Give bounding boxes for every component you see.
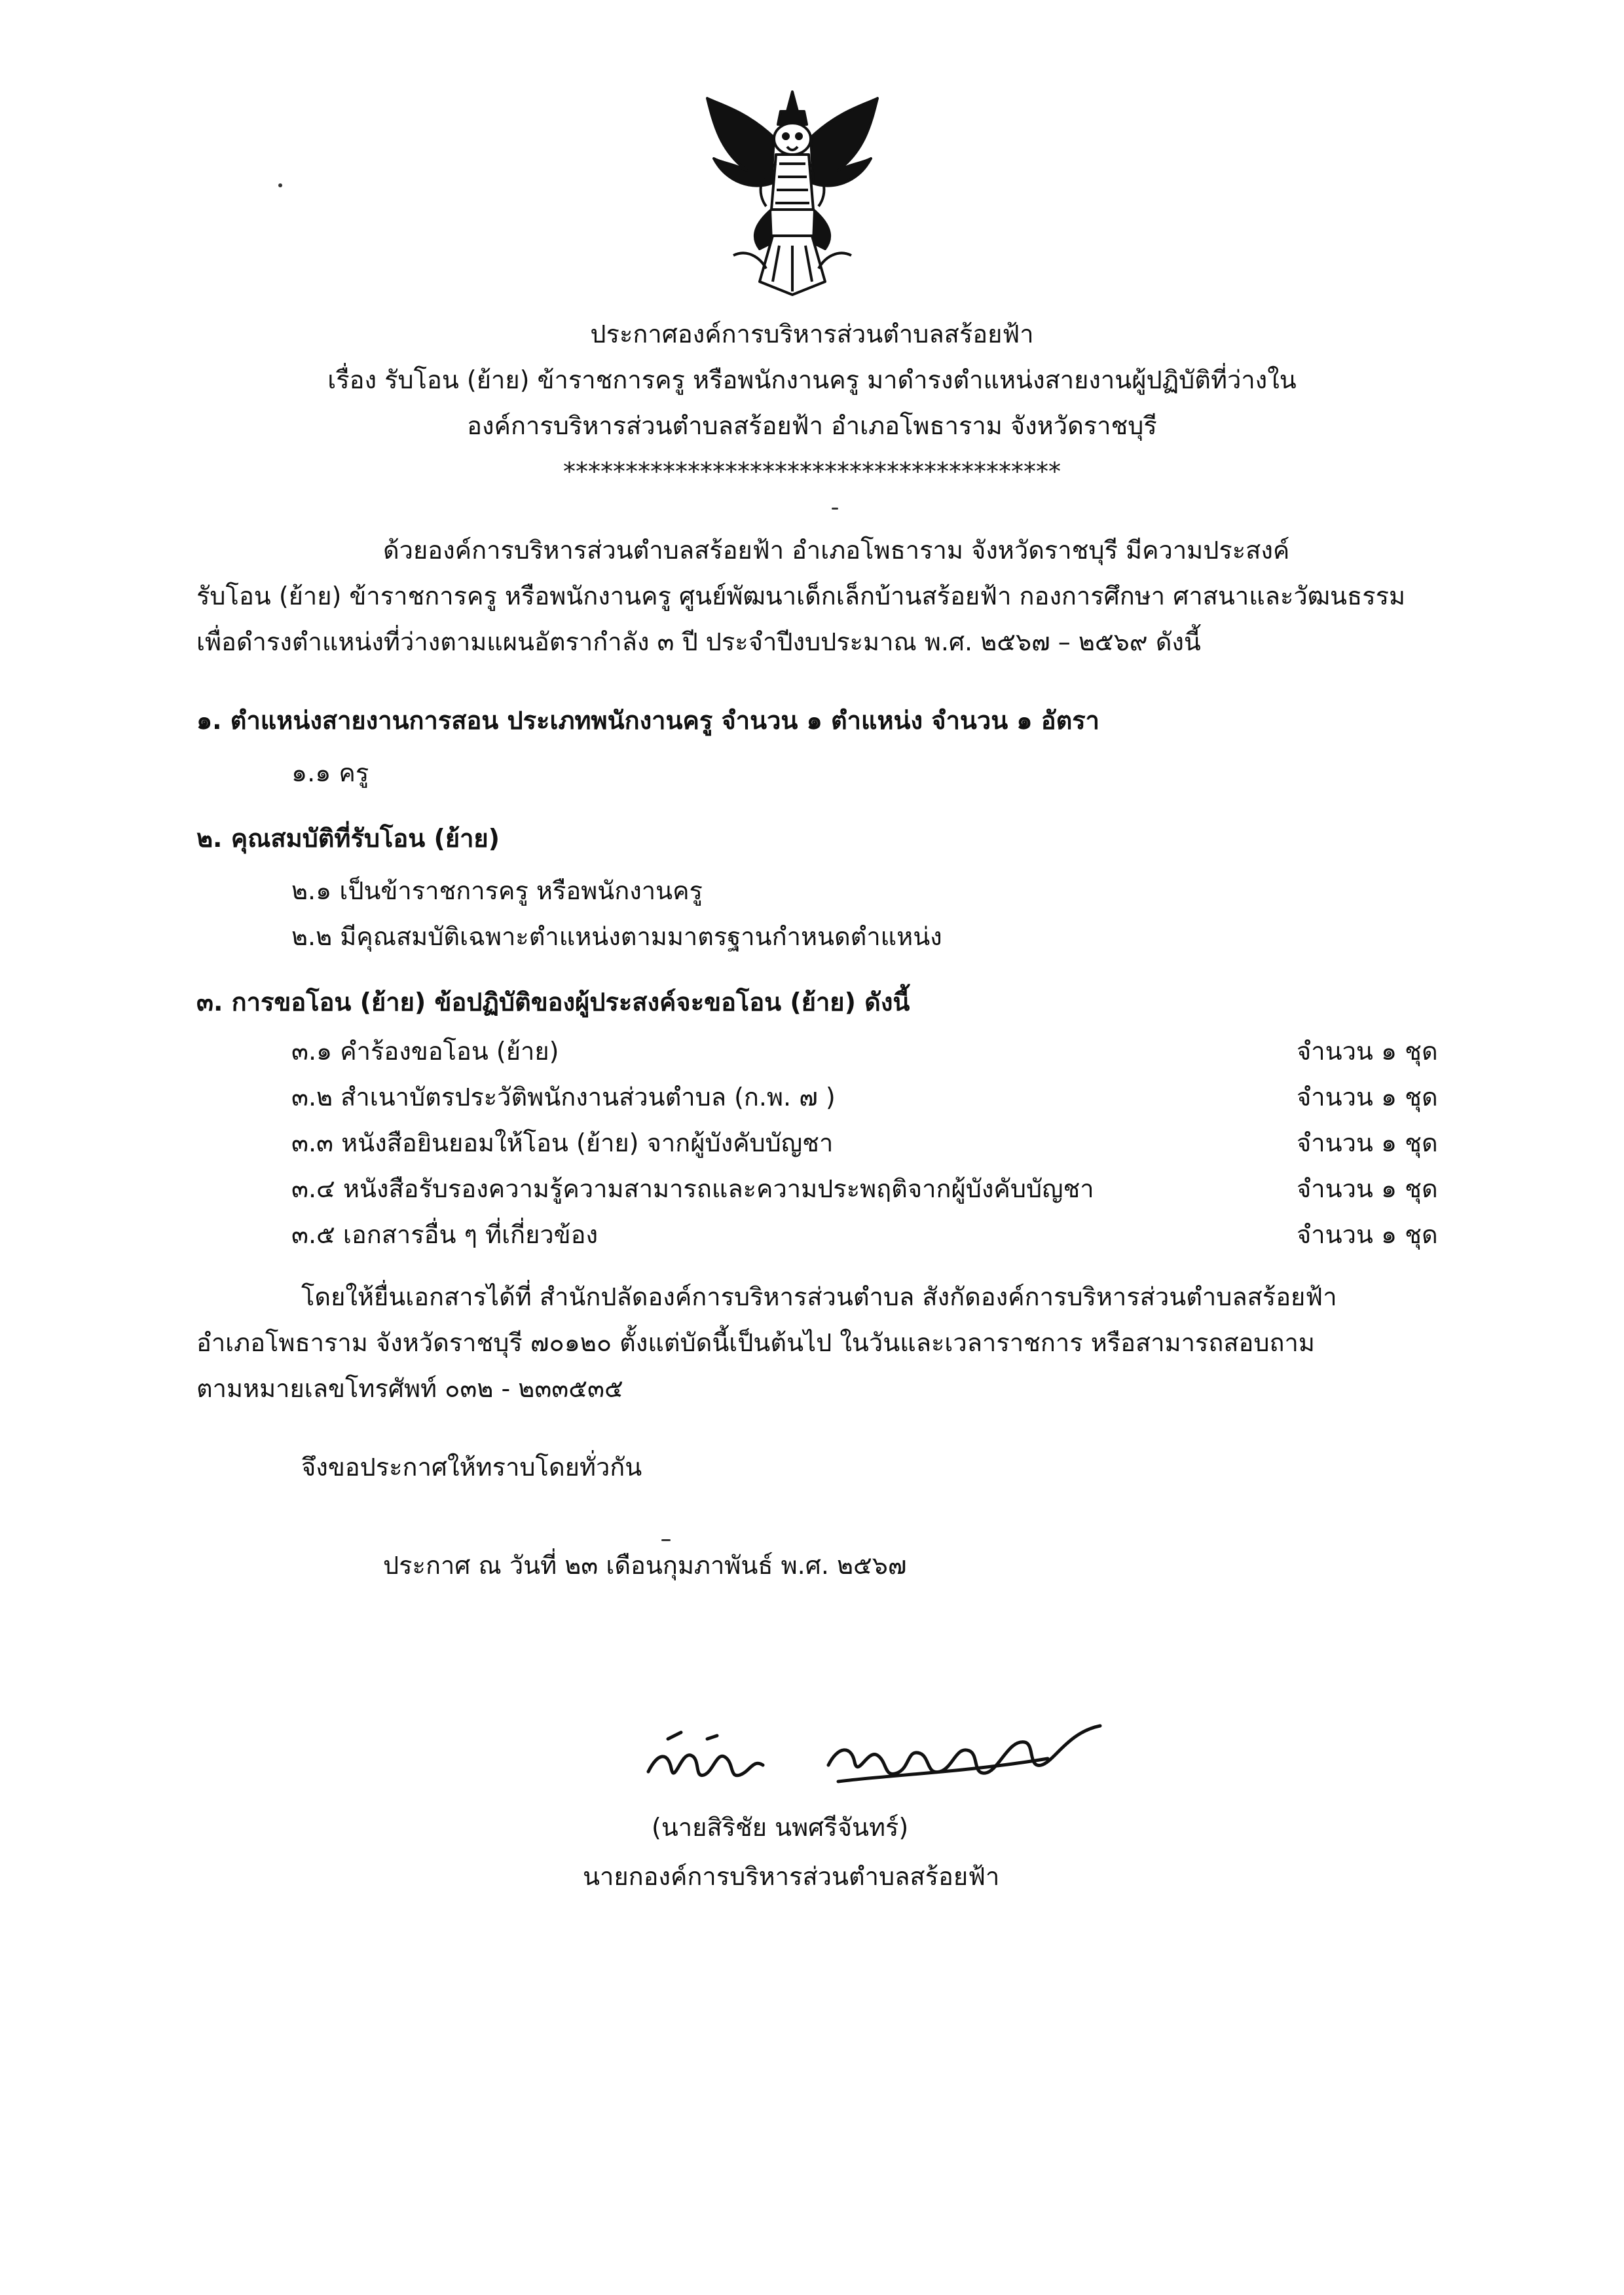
section-3-item: ๓.๕ เอกสารอื่น ๆ ที่เกี่ยวข้อง — [291, 1220, 599, 1249]
signatory-name: (นายสิริชัย นพศรีจันทร์) — [652, 1813, 909, 1842]
announcement-title: ประกาศองค์การบริหารส่วนตำบลสร้อยฟ้า — [590, 320, 1034, 348]
scan-speck — [832, 508, 838, 510]
intro-line-2: รับโอน (ย้าย) ข้าราชการครู หรือพนักงานครู ศูนย์พัฒนาเด็กเล็กบ้านสร้อยฟ้า กองการศึกษา ศาสนาและวัฒนธรรม — [196, 582, 1406, 610]
scan-speck — [278, 183, 282, 187]
separator-stars: **************************************** — [563, 457, 1061, 486]
scan-speck — [661, 1539, 671, 1541]
section-3-item: ๓.๑ คำร้องขอโอน (ย้าย) — [291, 1037, 559, 1066]
intro-line-1: ด้วยองค์การบริหารส่วนตำบลสร้อยฟ้า อำเภอโพธาราม จังหวัดราชบุรี มีความประสงค์ — [383, 536, 1290, 565]
section-3-item-qty: จำนวน ๑ ชุด — [1297, 1129, 1438, 1157]
submission-line-1: โดยให้ยื่นเอกสารได้ที่ สำนักปลัดองค์การบริหารส่วนตำบล สังกัดองค์การบริหารส่วนตำบลสร้อยฟ้า — [301, 1282, 1337, 1311]
section-3-item: ๓.๔ หนังสือรับรองความรู้ความสามารถและความประพฤติจากผู้บังคับบัญชา — [291, 1174, 1094, 1203]
section-1-heading: ๑. ตำแหน่งสายงานการสอน ประเภทพนักงานครู จำนวน ๑ ตำแหน่ง จำนวน ๑ อัตรา — [196, 706, 1100, 735]
subject-line-2: องค์การบริหารส่วนตำบลสร้อยฟ้า อำเภอโพธาราม จังหวัดราชบุรี — [467, 411, 1157, 440]
section-2-item: ๒.๑ เป็นข้าราชการครู หรือพนักงานครู — [291, 876, 703, 905]
closing-statement: จึงขอประกาศให้ทราบโดยทั่วกัน — [301, 1453, 642, 1482]
section-2-heading: ๒. คุณสมบัติที่รับโอน (ย้าย) — [196, 824, 500, 853]
section-2-item: ๒.๒ มีคุณสมบัติเฉพาะตำแหน่งตามมาตรฐานกำหนดตำแหน่ง — [291, 922, 942, 951]
section-3-item-qty: จำนวน ๑ ชุด — [1297, 1083, 1438, 1111]
section-3-heading: ๓. การขอโอน (ย้าย) ข้อปฏิบัติของผู้ประสงค์จะขอโอน (ย้าย) ดังนี้ — [196, 988, 910, 1017]
intro-line-3: เพื่อดำรงตำแหน่งที่ว่างตามแผนอัตรากำลัง ๓ ปี ประจำปีงบประมาณ พ.ศ. ๒๕๖๗ – ๒๕๖๙ ดังนี้ — [196, 627, 1201, 656]
garuda-emblem-icon — [694, 85, 891, 301]
section-3-item-qty: จำนวน ๑ ชุด — [1297, 1220, 1438, 1249]
submission-line-2: อำเภอโพธาราม จังหวัดราชบุรี ๗๐๑๒๐ ตั้งแต่บัดนี้เป็นต้นไป ในวันและเวลาราชการ หรือสามารถสอบถาม — [196, 1328, 1315, 1357]
subject-line-1: เรื่อง รับโอน (ย้าย) ข้าราชการครู หรือพนักงานครู มาดำรงตำแหน่งสายงานผู้ปฏิบัติที่ว่างใน — [327, 365, 1297, 394]
section-3-item: ๓.๒ สำเนาบัตรประวัติพนักงานส่วนตำบล (ก.พ. ๗ ) — [291, 1083, 836, 1111]
handwritten-signature — [642, 1713, 1139, 1804]
section-3-item: ๓.๓ หนังสือยินยอมให้โอน (ย้าย) จากผู้บังคับบัญชา — [291, 1129, 834, 1157]
signatory-title: นายกองค์การบริหารส่วนตำบลสร้อยฟ้า — [583, 1862, 1000, 1891]
section-1-item: ๑.๑ ครู — [291, 758, 369, 787]
submission-line-3: ตามหมายเลขโทรศัพท์ ๐๓๒ - ๒๓๓๕๓๕ — [196, 1374, 623, 1403]
section-3-item-qty: จำนวน ๑ ชุด — [1297, 1174, 1438, 1203]
announcement-date: ประกาศ ณ วันที่ ๒๓ เดือนกุมภาพันธ์ พ.ศ. ๒๕๖๗ — [383, 1551, 907, 1580]
section-3-item-qty: จำนวน ๑ ชุด — [1297, 1037, 1438, 1066]
